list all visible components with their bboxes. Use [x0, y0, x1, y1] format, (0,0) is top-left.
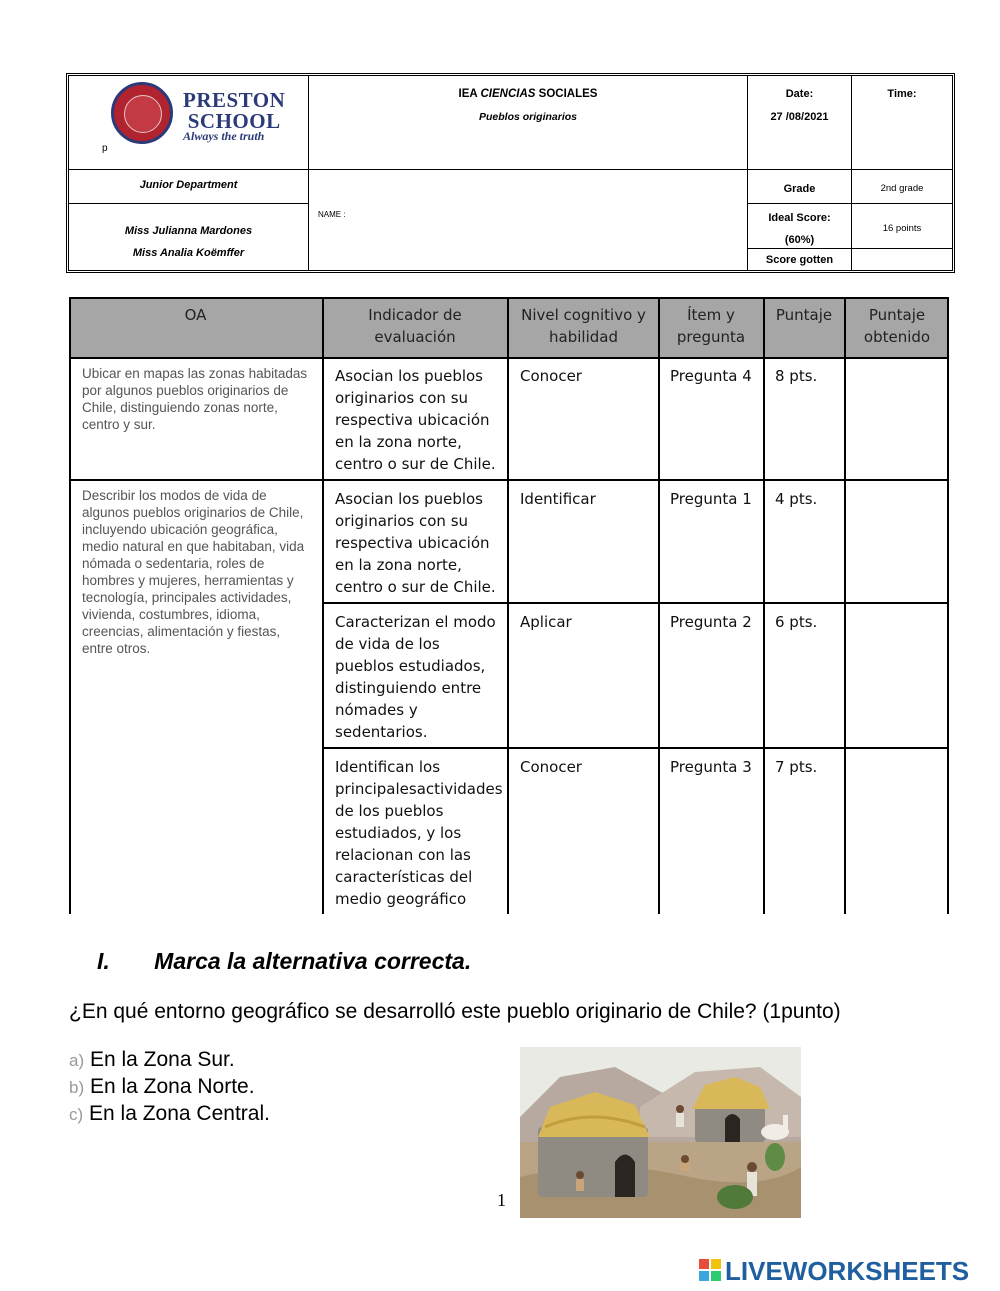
school-name: PRESTON SCHOOL: [183, 88, 286, 133]
teacher-1: Miss Julianna Mardones: [124, 225, 253, 237]
school-crest-icon: [111, 82, 173, 144]
grade-label-cell: [748, 170, 852, 204]
ideal-score-value-cell: [852, 204, 952, 249]
table-row-item: Pregunta 3: [670, 758, 752, 776]
score-gotten-label-cell: [748, 249, 852, 270]
table-row-puntaje: 8 pts.: [775, 367, 818, 385]
option-letter: c): [69, 1105, 84, 1124]
test-title: IEA CIENCIAS SOCIALES: [458, 88, 598, 100]
oa-1-text: Ubicar en mapas las zonas habitadas por algunos pueblos originarios de Chile, distinguiendo zonas norte, centro y sur.: [82, 366, 308, 432]
ideal-score-label-cell: [748, 204, 852, 249]
liveworksheets-logo-icon: [699, 1259, 721, 1281]
name-label: NAME :: [318, 210, 346, 219]
date-label: Date:: [785, 88, 814, 100]
section-number: I.: [97, 948, 110, 974]
grade-value-cell: [852, 170, 952, 204]
col-header-nivel: Nivel cognitivo y habilidad: [521, 306, 646, 346]
name-cell: [309, 170, 748, 270]
ideal-score-percent: (60%): [784, 234, 815, 246]
col-header-oa: OA: [184, 306, 207, 324]
table-row-nivel: Conocer: [520, 367, 582, 385]
time-label: Time:: [887, 88, 917, 100]
col-header-item: Ítem y pregunta: [676, 306, 746, 346]
col-header-puntaje-obtenido: Puntaje obtenido: [863, 306, 931, 346]
option-text: En la Zona Norte.: [89, 1075, 255, 1098]
table-row-puntaje: 6 pts.: [775, 613, 818, 631]
table-row-nivel: Identificar: [520, 490, 596, 508]
table-row-nivel: Aplicar: [520, 613, 572, 631]
date-cell: [748, 76, 852, 170]
option-text: En la Zona Sur.: [89, 1048, 235, 1071]
section-text: Marca la alternativa correcta.: [154, 948, 472, 974]
option-b[interactable]: [69, 1075, 255, 1099]
option-text: En la Zona Central.: [89, 1102, 270, 1125]
test-subtitle: Pueblos originarios: [478, 111, 578, 123]
col-header-indicador: Indicador de evaluación: [368, 306, 462, 346]
title-cell: [309, 76, 748, 170]
table-row-indicador: Asocian los pueblos originarios con su respectiva ubicación en la zona norte, centro o sur de Chile.: [335, 490, 496, 596]
page-number: 1: [497, 1190, 506, 1210]
teachers-cell: [69, 204, 309, 270]
table-row-item: Pregunta 2: [670, 613, 752, 631]
grade-value: 2nd grade: [880, 183, 924, 194]
grade-label: Grade: [783, 183, 816, 195]
table-row-indicador: Caracterizan el modo de vida de los pueblos estudiados, distinguiendo entre nómades y sedentarios.: [335, 613, 496, 741]
option-letter: a): [69, 1051, 85, 1070]
time-cell: [852, 76, 952, 170]
score-gotten-value-cell: [852, 249, 952, 270]
stray-mark: p: [102, 143, 108, 154]
hut-left-icon: [538, 1092, 650, 1197]
logo-cell: [69, 76, 309, 170]
section-title: [97, 948, 471, 975]
village-illustration: [520, 1047, 801, 1218]
table-row-item: Pregunta 4: [670, 367, 752, 385]
oa-table: [69, 297, 949, 914]
option-letter: b): [69, 1078, 85, 1097]
table-row-indicador: Asocian los pueblos originarios con su respectiva ubicación en la zona norte, centro o sur de Chile.: [335, 367, 496, 473]
score-gotten-label: Score gotten: [765, 254, 834, 266]
oa-2-text: Describir los modos de vida de algunos pueblos originarios de Chile, incluyendo ubicación geográfica, medio natural en que habitaban, vida nómada o sedentaria, roles de hombres y mujeres, herramientas y tecnología, principales actividades, vivienda, costumbres, idioma, creencias, alimentación y fiestas, entre otros.: [82, 488, 305, 656]
table-row-indicador: Identifican los principalesactividades de los pueblos estudiados, y los relacionan con las características del medio geográfico: [335, 758, 503, 908]
ideal-score-value: 16 points: [882, 223, 922, 234]
table-row-puntaje: 7 pts.: [775, 758, 818, 776]
header-table: [66, 73, 955, 273]
ideal-score-label: Ideal Score:: [768, 212, 831, 224]
table-row-item: Pregunta 1: [670, 490, 752, 508]
question-text: ¿En qué entorno geográfico se desarrolló este pueblo originario de Chile? (1punto): [69, 1000, 841, 1023]
col-header-puntaje: Puntaje: [775, 306, 833, 324]
department-cell: [69, 170, 309, 204]
option-a[interactable]: [69, 1048, 235, 1072]
school-tagline: Always the truth: [183, 129, 265, 143]
department: Junior Department: [139, 179, 238, 191]
date-value: 27 /08/2021: [770, 111, 829, 123]
liveworksheets-text: LIVEWORKSHEETS: [725, 1256, 970, 1286]
teacher-2: Miss Analia Koëmffer: [132, 247, 245, 259]
option-c[interactable]: [69, 1102, 270, 1126]
table-row-puntaje: 4 pts.: [775, 490, 818, 508]
table-row-nivel: Conocer: [520, 758, 582, 776]
